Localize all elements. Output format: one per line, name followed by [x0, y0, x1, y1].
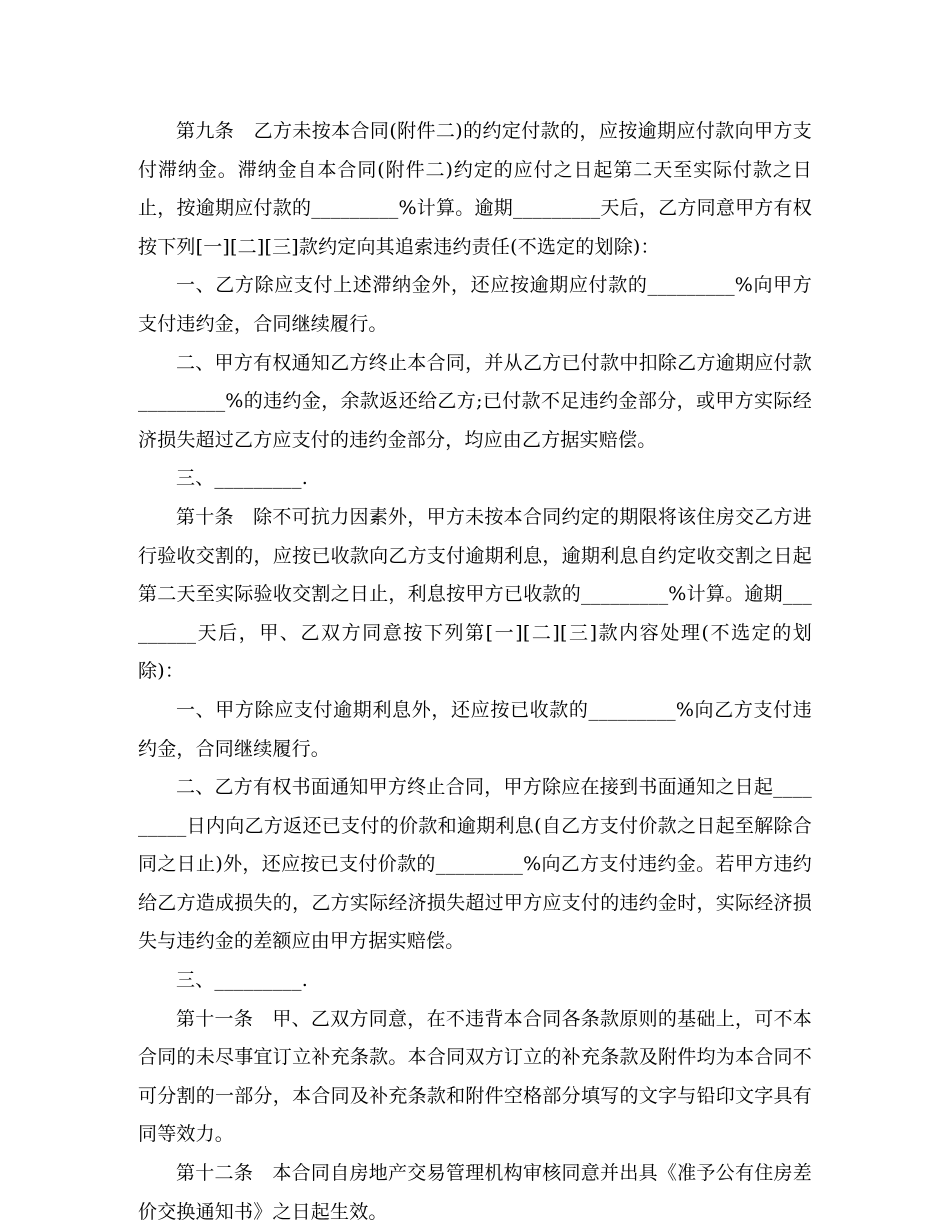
paragraph-article-9-item-2: 二、甲方有权通知乙方终止本合同，并从乙方已付款中扣除乙方逾期应付款_________%的违约金，余款返还给乙方;已付款不足违约金部分，或甲方实际经济损失超过乙方应支付的违约金部分，均应由乙方据实赔偿。: [138, 351, 812, 451]
paragraph-article-9-item-3: 三、_________.: [176, 467, 308, 490]
paragraph-article-10: 第十条 除不可抗力因素外，甲方未按本合同约定的期限将该住房交乙方进行验收交割的，应按已收款向乙方支付逾期利息，逾期利息自约定收交割之日起第二天至实际验收交割之日止，利息按甲方已收款的_________%计算。逾期_________天后，甲、乙双方同意按下列第[一][二][三]款内容处理(不选定的划除)：: [138, 505, 812, 683]
paragraph-article-10-item-3: 三、_________.: [176, 969, 308, 992]
paragraph-article-9: 第九条 乙方未按本合同(附件二)的约定付款的，应按逾期应付款向甲方支付滞纳金。滞纳金自本合同(附件二)约定的应付之日起第二天至实际付款之日止，按逾期应付款的_________%计算。逾期_________天后，乙方同意甲方有权按下列[一][二][三]款约定向其追索违约责任(不选定的划除)：: [138, 120, 812, 258]
paragraph-article-11: 第十一条 甲、乙双方同意，在不违背本合同各条款原则的基础上，可不本合同的未尽事宜订立补充条款。本合同双方订立的补充条款及附件均为本合同不可分割的一部分，本合同及补充条款和附件空格部分填写的文字与铅印文字具有同等效力。: [138, 1007, 812, 1146]
paragraph-article-9-item-1: 一、乙方除应支付上述滞纳金外，还应按逾期应付款的_________%向甲方支付违约金，合同继续履行。: [138, 274, 812, 335]
paragraph-article-10-item-2: 二、乙方有权书面通知甲方终止合同，甲方除应在接到书面通知之日起_________日内向乙方返还已支付的价款和逾期利息(自乙方支付价款之日起至解除合同之日止)外，还应按已支付价款的_________%向乙方支付违约金。若甲方违约给乙方造成损失的，乙方实际经济损失超过甲方应支付的违约金时，实际经济损失与违约金的差额应由甲方据实赔偿。: [138, 776, 812, 953]
paragraph-article-12: 第十二条 本合同自房地产交易管理机构审核同意并出具《准予公有住房差价交换通知书》之日起生效。: [138, 1162, 812, 1223]
paragraph-article-10-item-1: 一、甲方除应支付逾期利息外，还应按已收款的_________%向乙方支付违约金，合同继续履行。: [138, 698, 812, 760]
